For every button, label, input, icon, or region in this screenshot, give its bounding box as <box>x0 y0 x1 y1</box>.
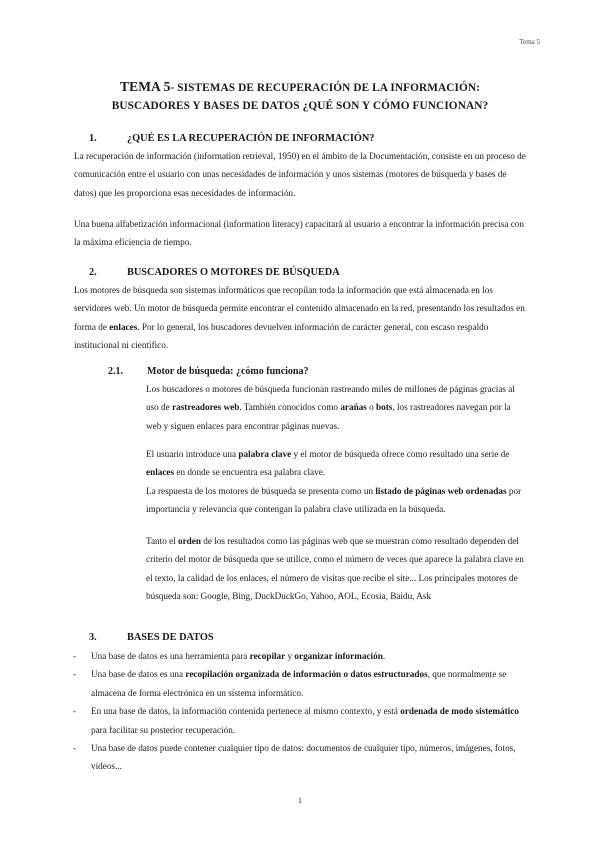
subsection-2-1-paragraph-1 <box>146 380 526 435</box>
text-run: Tanto el <box>146 536 179 546</box>
section-1-title: ¿QUÉ ES LA RECUPERACIÓN DE INFORMACIÓN? <box>127 133 375 144</box>
subsection-2-1-title: Motor de búsqueda: ¿cómo funciona? <box>147 366 309 377</box>
bold-run: enlaces <box>146 467 175 478</box>
dash-marker: - <box>73 706 77 717</box>
text-run: en donde se encuentra esa palabra clave. <box>174 467 326 478</box>
text-run: , los rastreadores navegan por la web y siguen enlaces para encontrar páginas nuevas. <box>146 402 511 431</box>
text-run: . <box>382 651 386 661</box>
bold-run: arañas <box>340 402 367 413</box>
text-run: El usuario introduce una <box>146 449 239 459</box>
bold-run: palabra clave <box>238 449 292 459</box>
bold-run: recopilar <box>249 651 286 661</box>
section-3-number: 3. <box>89 632 97 643</box>
text-run: por importancia y relevancia que contengan la palabra clave utilizada en la búsqueda. <box>146 486 522 515</box>
bold-run: enlaces <box>109 321 138 332</box>
bold-run: ordenada de modo sistemático <box>400 706 519 717</box>
text-run: . También conocidos como <box>239 402 341 413</box>
dash-marker: - <box>73 669 77 680</box>
text-run: Una base de datos puede contener cualquier tipo de datos: documentos de cualquier tipo, números, imágenes, fotos, vídeos... <box>91 743 516 772</box>
text-run: Los buscadores o motores de búsqueda funcionan rastreando miles de millones de páginas gracias al uso de <box>146 384 515 413</box>
section-3-title: BASES DE DATOS <box>127 632 214 643</box>
section-2-number: 2. <box>89 267 97 278</box>
section-1-paragraph-2: Una buena alfabetización informacional (information literacy) capacitará al usuario a encontrar la información precisa con la máxima eficiencia de tiempo. <box>74 219 524 248</box>
bold-run: rastreadores web <box>172 402 240 413</box>
text-run: Los motores de búsqueda son sistemas informáticos que recopilan toda la información que está almacenada en los servidores web. Un motor de búsqueda permite encontrar el contenido almacenado en la red, presentando los resultados en forma de <box>74 285 525 332</box>
section-2-title: BUSCADORES O MOTORES DE BÚSQUEDA <box>127 267 340 278</box>
section-1-paragraph-1: La recuperación de información (information retrieval, 1950) en el ámbito de la Documentación, consiste en un proceso de comunicación entre el usuario con unas necesidades de información y unos sistemas (motores de búsqueda y bases de datos) que les proporciona esas necesidades de información. <box>74 151 526 198</box>
bold-run: listado de páginas web ordenadas <box>375 486 507 496</box>
title-lead: TEMA 5 <box>119 79 171 94</box>
text-run: , que normalmente se almacena de forma electrónica en un sistema informático. <box>91 669 507 698</box>
list-item <box>73 739 526 776</box>
dash-marker: - <box>73 651 77 661</box>
bold-run: bots <box>376 402 393 413</box>
text-run: de los resultados como las páginas web que se muestran como resultado dependen del criterio del motor de búsqueda que se utilice, como el número de veces que aparece la palabra clave en el texto, la calidad de los enlaces, el número de visitas que recibe el site... Los principales motores de búsqueda son: Google, Bing, DuckDuckGo, Yahoo, AOL, Ecosia, Baidu, Ask <box>146 536 524 602</box>
document-title <box>80 78 520 115</box>
title-rest: - SISTEMAS DE RECUPERACIÓN DE LA INFORMACIÓN: BUSCADORES Y BASES DE DATOS ¿QUÉ SON Y CÓMO FUNCIONAN? <box>111 82 489 112</box>
section-3-heading <box>89 632 214 643</box>
list-item <box>73 702 526 739</box>
text-run: La respuesta de los motores de búsqueda se presenta como un <box>146 486 376 496</box>
section-1-number: 1. <box>89 133 97 144</box>
section-2-paragraph-1 <box>74 281 526 355</box>
text-run: y el motor de búsqueda ofrece como resultado una serie de <box>291 449 510 459</box>
running-head: Tema 5 <box>519 38 540 46</box>
section-1-heading <box>89 133 374 144</box>
subsection-2-1-paragraph-2 <box>146 445 526 482</box>
bold-run: orden <box>178 536 201 546</box>
page-number: 1 <box>298 796 302 805</box>
text-run: . Por lo general, los buscadores devuelven información de carácter general, con escaso respaldo institucional ni científico. <box>74 321 489 351</box>
list-item <box>73 665 526 702</box>
subsection-2-1-heading <box>108 366 309 377</box>
subsection-2-1-paragraph-4 <box>146 532 526 606</box>
bold-run: recopilación organizada de información o datos estructurados <box>185 669 428 680</box>
text-run: Una base de datos es una herramienta para <box>91 651 250 661</box>
list-item <box>73 647 526 665</box>
section-2-heading <box>89 267 340 278</box>
subsection-2-1-paragraph-3 <box>146 482 526 519</box>
text-run: o <box>366 402 377 413</box>
subsection-2-1-number: 2.1. <box>108 366 123 377</box>
dash-marker: - <box>73 743 77 754</box>
bold-run: organizar información <box>294 651 383 661</box>
database-bullet-list <box>73 647 526 776</box>
text-run: para facilitar su posterior recuperación. <box>91 724 236 735</box>
text-run: y <box>285 651 295 661</box>
text-run: Una base de datos es una <box>91 669 186 680</box>
text-run: En una base de datos, la información contenida pertenece al mismo contexto, y está <box>91 706 401 717</box>
